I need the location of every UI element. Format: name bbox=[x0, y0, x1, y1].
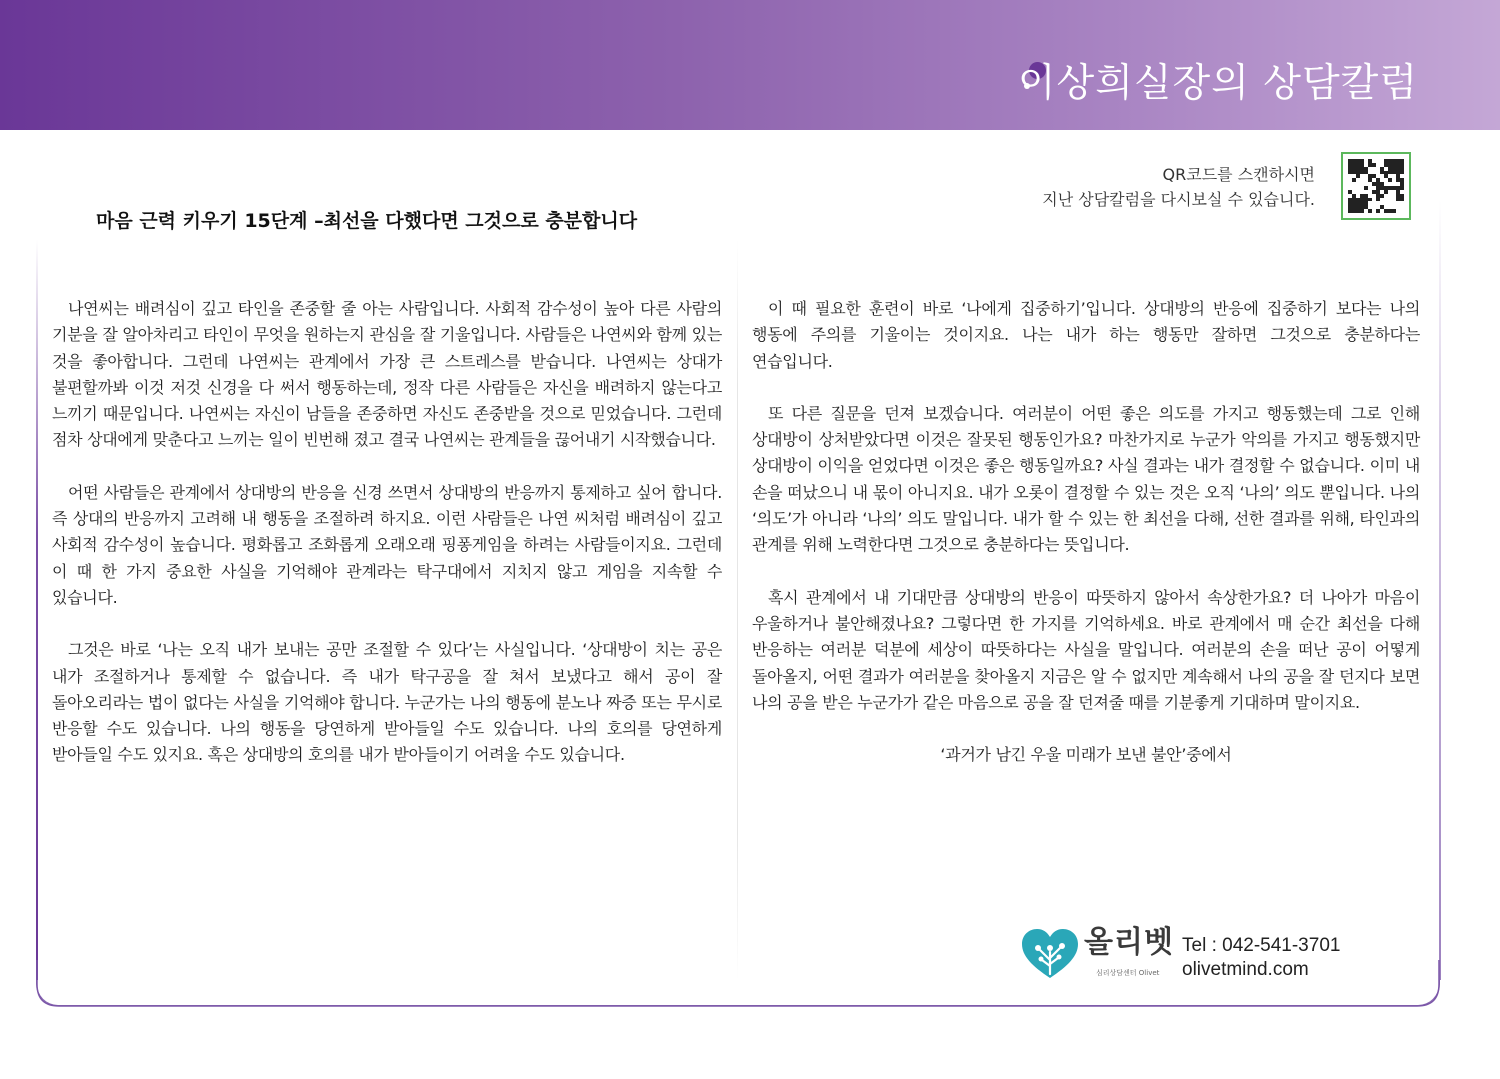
column-divider bbox=[737, 240, 738, 980]
paragraph: 나연씨는 배려심이 깊고 타인을 존중할 줄 아는 사람입니다. 사회적 감수성이 높아 다른 사람의 기분을 잘 알아차리고 타인이 무엇을 원하는지 관심을 잘 기울입니다. 사람들은 나연씨와 함께 있는 것을 좋아합니다. 그런데 나연씨는 관계에서 가장 큰 스트레스를 받습니다. 나연씨는 상대가 불편할까봐 이것 저것 신경을 다 써서 행동하는데, 정작 다른 사람들은 자신을 배려하지 않는다고 느끼기 때문입니다. 나연씨는 자신이 남들을 존중하면 자신도 존중받을 것으로 믿었습니다. 그런데 점차 상대에게 맞춘다고 느끼는 일이 빈번해 졌고 결국 나연씨는 관계들을 끊어내기 시작했습니다. bbox=[52, 299, 722, 450]
qr-caption bbox=[915, 162, 1315, 212]
column-title: 이상희실장의 상담칼럼 bbox=[1017, 61, 1418, 106]
paragraph: 혹시 관계에서 내 기대만큼 상대방의 반응이 따뜻하지 않아서 속상한가요? 더 나아가 마음이 우울하거나 불안해졌나요? 그렇다면 한 가지를 기억하세요. 바로 관계에서 매 순간 최선을 다해 반응하는 여러분 덕분에 세상이 따뜻하다는 사실을 말입니다. 여러분의 손을 떠난 공이 어떻게 돌아올지, 어떤 결과가 여러분을 찾아올지 지금은 알 수 없지만 계속해서 나의 공을 잘 던지다 보면 나의 공을 받은 누군가가 같은 마음으로 공을 잘 던져줄 때를 기분좋게 기대하며 말이지요. bbox=[752, 587, 1420, 712]
paragraph: 이 때 필요한 훈련이 바로 ‘나에게 집중하기’입니다. 상대방의 반응에 집중하기 보다는 나의 행동에 주의를 기울이는 것이지요. 나는 내가 하는 행동만 잘하면 그것으로 충분하다는 연습입니다. bbox=[752, 299, 1420, 371]
heart-tree-logo-icon bbox=[1020, 928, 1080, 980]
frame-right-border bbox=[1439, 200, 1441, 980]
paragraph: 또 다른 질문을 던져 보겠습니다. 여러분이 어떤 좋은 의도를 가지고 행동했는데 그로 인해 상대방이 상처받았다면 이것은 잘못된 행동인가요? 마찬가지로 누군가 악의를 가지고 행동했지만 상대방이 이익을 얻었다면 이것은 좋은 행동일까요? 사실 결과는 내가 결정할 수 없습니다. 이미 내 손을 떠났으니 내 몫이 아니지요. 내가 오롯이 결정할 수 있는 것은 오직 ‘나의’ 의도 뿐입니다. 나의 ‘의도’가 아니라 ‘나의’ 의도 말입니다. 내가 할 수 있는 한 최선을 다해, 선한 결과를 위해, 타인과의 관계를 위해 노력한다면 그것으로 충분하다는 뜻입니다. bbox=[752, 403, 1420, 555]
frame-left-border bbox=[36, 240, 38, 980]
qr-code-icon[interactable] bbox=[1341, 152, 1411, 220]
brand-name: 올리벳 bbox=[1084, 925, 1174, 960]
qr-module bbox=[1400, 209, 1404, 213]
brand-subtitle: 심리상담센터 Olivet bbox=[1096, 969, 1160, 977]
paragraph: 어떤 사람들은 관계에서 상대방의 반응을 신경 쓰면서 상대방의 반응까지 통제하고 싶어 합니다. 즉 상대의 반응까지 고려해 내 행동을 조절하려 하지요. 이런 사람들은 나연 씨처럼 배려심이 깊고 사회적 감수성이 높습니다. 평화롭고 조화롭게 오래오래 핑퐁게임을 하려는 사람들이지요. 그런데 이 때 한 가지 중요한 사실을 기억해야 관계라는 탁구대에서 지치지 않고 게임을 지속할 수 있습니다. bbox=[52, 482, 722, 607]
book-source: ‘과거가 남긴 우울 미래가 보낸 불안’중에서 bbox=[940, 745, 1232, 765]
qr-pattern bbox=[1348, 159, 1404, 213]
left-column bbox=[52, 296, 722, 795]
paragraph: 그것은 바로 ‘나는 오직 내가 보내는 공만 조절할 수 있다’는 사실입니다. ‘상대방이 치는 공은 내가 조절하거나 통제할 수 없습니다. 즉 내가 탁구공을 잘 쳐서 보냈다고 해서 공이 잘 돌아오리라는 법이 없다는 사실을 기억해야 합니다. 누군가는 나의 행동에 분노나 짜증 또는 무시로 반응할 수도 있습니다. 나의 행동을 당연하게 받아들일 수도 있습니다. 나의 호의를 당연하게 받아들일 수도 있지요. 혹은 상대방의 호의를 내가 받아들이기 어려울 수도 있습니다. bbox=[52, 640, 722, 765]
qr-caption-line1: QR코드를 스캔하시면 bbox=[1162, 165, 1315, 184]
article-title: 마음 근력 키우기 15단계 –최선을 다했다면 그것으로 충분합니다 bbox=[96, 210, 638, 232]
qr-caption-line2: 지난 상담칼럼을 다시보실 수 있습니다. bbox=[1042, 190, 1315, 209]
contact-info bbox=[1182, 934, 1340, 982]
right-column bbox=[752, 296, 1420, 768]
phone-number[interactable]: Tel : 042-541-3701 bbox=[1182, 935, 1341, 956]
website-link[interactable]: olivetmind.com bbox=[1182, 959, 1309, 980]
